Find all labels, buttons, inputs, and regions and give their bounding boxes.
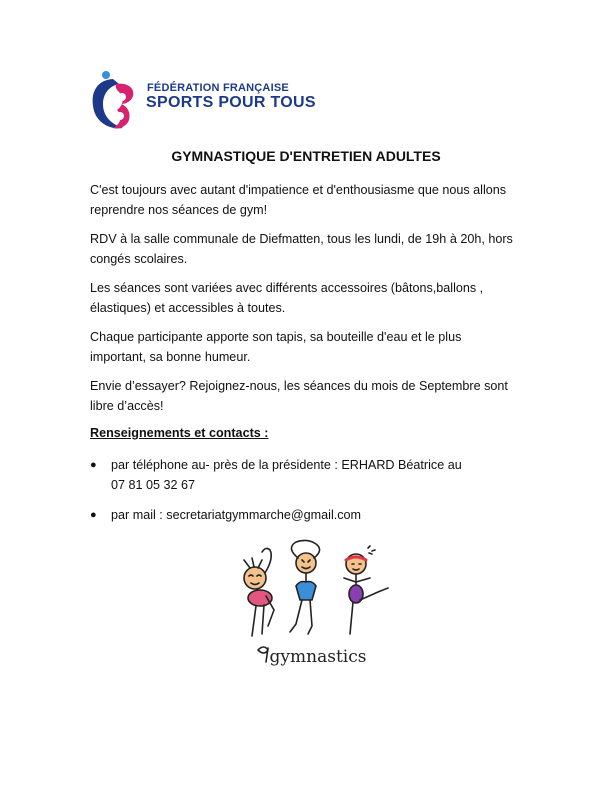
equipment-line-2: important, sa bonne humeur. xyxy=(90,350,251,364)
intro-line-2: reprendre nos séances de gym! xyxy=(90,203,268,217)
sessions-paragraph xyxy=(90,278,530,318)
sessions-line-2: élastiques) et accessibles à toutes. xyxy=(90,301,286,315)
schedule-paragraph xyxy=(90,229,530,269)
gymnastics-illustration xyxy=(238,538,398,670)
phone-contact-line: par téléphone au- près de la présidente : ERHARD Béatrice au xyxy=(111,458,462,472)
phone-number: 07 81 05 32 67 xyxy=(111,478,196,492)
contacts-heading: Renseignements et contacts : xyxy=(90,426,269,440)
illustration-caption: gymnastics xyxy=(269,647,367,667)
equipment-line-1: Chaque participante apporte son tapis, sa bouteille d'eau et le plus xyxy=(90,330,462,344)
sessions-line-1: Les séances sont variées avec différents accessoires (bâtons,ballons , xyxy=(90,281,484,295)
mail-contact-line: par mail : secretariatgymmarche@gmail.com xyxy=(111,508,362,522)
intro-line-1: C'est toujours avec autant d'impatience et d'enthousiasme que nous allons xyxy=(90,183,507,197)
federation-logo xyxy=(89,70,329,134)
logo-sports-text: SPORTS POUR TOUS xyxy=(146,94,316,111)
schedule-line-1: RDV à la salle communale de Diefmatten, tous les lundi, de 19h à 20h, hors xyxy=(90,232,513,246)
gymnasts-drawing-icon xyxy=(238,538,398,670)
invitation-line-2: libre d’accès! xyxy=(90,399,164,413)
bullet-icon: ● xyxy=(90,459,97,471)
bullet-icon: ● xyxy=(90,509,97,521)
logo-federation-text: FÉDÉRATION FRANÇAISE xyxy=(147,82,289,94)
logo-emblem-icon xyxy=(89,70,145,134)
equipment-paragraph xyxy=(90,327,530,367)
document-title: GYMNASTIQUE D'ENTRETIEN ADULTES xyxy=(171,148,441,164)
schedule-line-2: congés scolaires. xyxy=(90,252,188,266)
invitation-paragraph xyxy=(90,376,530,416)
invitation-line-1: Envie d’essayer? Rejoignez-nous, les séances du mois de Septembre sont xyxy=(90,379,508,393)
intro-paragraph xyxy=(90,180,530,220)
